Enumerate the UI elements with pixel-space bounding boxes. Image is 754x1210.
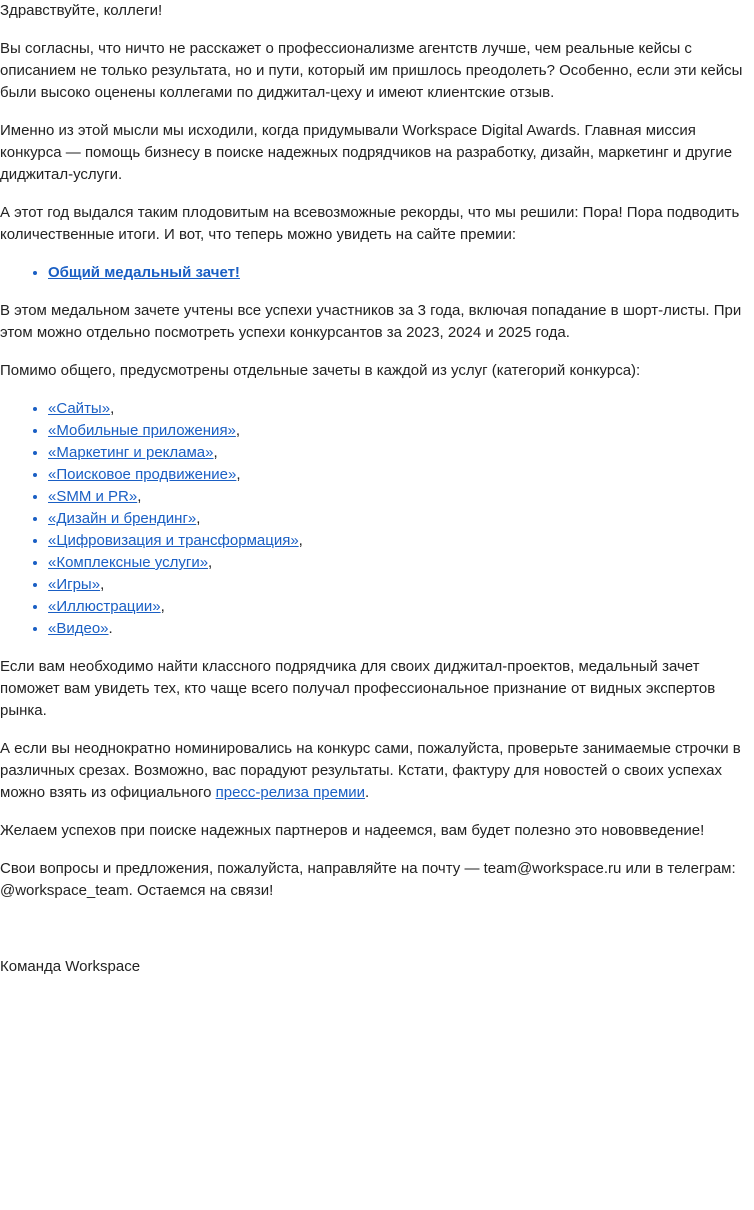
paragraph-contacts: Свои вопросы и предложения, пожалуйста, направляйте на почту — team@workspace.ru или в телеграм: @workspace_team. Остаемся на связи! [0, 860, 736, 899]
category-separator: , [236, 466, 241, 483]
category-separator: , [196, 510, 201, 527]
paragraph-wishes: Желаем успехов при поиске надежных партнеров и надеемся, вам будет полезно это нововведение! [0, 822, 705, 839]
category-link[interactable]: «SMM и PR» [48, 488, 138, 505]
category-link[interactable]: «Комплексные услуги» [48, 554, 209, 571]
category-separator: . [108, 620, 113, 637]
paragraph-find-contractor: Если вам необходимо найти классного подрядчика для своих диджитал-проектов, медальный зачет поможет вам увидеть тех, кто чаще всего получал профессиональное признание от видных экспертов рынка. [0, 658, 716, 719]
category-separator: , [160, 598, 165, 615]
signature: Команда Workspace [0, 958, 141, 975]
press-release-text: А если вы неоднократно номинировались на конкурс сами, пожалуйста, проверьте занимаемые строчки в различных срезах. Возможно, вас порадуют результаты. Кстати, фактуру для новостей о своих успехах можно взять из официального [0, 740, 741, 801]
category-item [48, 552, 754, 574]
category-item [48, 398, 754, 420]
category-item [48, 442, 754, 464]
category-separator: , [100, 576, 105, 593]
category-item [48, 486, 754, 508]
category-item [48, 530, 754, 552]
category-separator: , [137, 488, 142, 505]
category-link[interactable]: «Мобильные приложения» [48, 422, 236, 439]
category-separator: , [208, 554, 213, 571]
paragraph-categories-intro: Помимо общего, предусмотрены отдельные зачеты в каждой из услуг (категорий конкурса): [0, 362, 641, 379]
paragraph-records: А этот год выдался таким плодовитым на всевозможные рекорды, что мы решили: Пора! Пора подводить количественные итоги. И вот, что теперь можно увидеть на сайте премии: [0, 204, 740, 243]
category-item [48, 508, 754, 530]
list-item [48, 262, 754, 284]
paragraph-intro: Вы согласны, что ничто не расскажет о профессионализме агентств лучше, чем реальные кейсы с описанием не только результата, но и пути, который им пришлось преодолеть? Особенно, если эти кейсы были высоко оценены коллегами по диджитал-цеху и имеют клиентские отзыв. [0, 40, 743, 101]
category-separator: , [298, 532, 303, 549]
categories-list [0, 398, 754, 640]
category-separator: , [235, 422, 241, 439]
category-link[interactable]: «Игры» [48, 576, 101, 593]
paragraph-mission: Именно из этой мысли мы исходили, когда придумывали Workspace Digital Awards. Главная миссия конкурса — помощь бизнесу в поиске надежных подрядчиков на разработку, дизайн, маркетинг и другие диджитал-услуги. [0, 122, 733, 183]
category-link[interactable]: «Цифровизация и трансформация» [48, 532, 299, 549]
spacer [0, 918, 754, 956]
paragraph-press-release [0, 738, 754, 804]
category-link[interactable]: «Сайты» [48, 400, 111, 417]
category-link[interactable]: «Иллюстрации» [48, 598, 161, 615]
category-link[interactable]: «Видео» [48, 620, 109, 637]
category-separator: , [110, 400, 115, 417]
category-item [48, 618, 754, 640]
category-link[interactable]: «Дизайн и брендинг» [48, 510, 197, 527]
main-link-list [0, 262, 754, 284]
medal-standings-link[interactable]: Общий медальный зачет! [48, 264, 240, 281]
category-item [48, 464, 754, 486]
paragraph-standings-info: В этом медальном зачете учтены все успехи участников за 3 года, включая попадание в шорт-листы. При этом можно отдельно посмотреть успехи конкурсантов за 2023, 2024 и 2025 года. [0, 302, 742, 341]
category-separator: , [213, 444, 218, 461]
category-item [48, 574, 754, 596]
category-item [48, 596, 754, 618]
category-link[interactable]: «Маркетинг и реклама» [48, 444, 214, 461]
greeting: Здравствуйте, коллеги! [0, 2, 163, 19]
press-release-end: . [365, 784, 370, 801]
category-item [48, 420, 754, 442]
press-release-link[interactable]: пресс-релиза премии [215, 784, 366, 801]
category-link[interactable]: «Поисковое продвижение» [48, 466, 237, 483]
